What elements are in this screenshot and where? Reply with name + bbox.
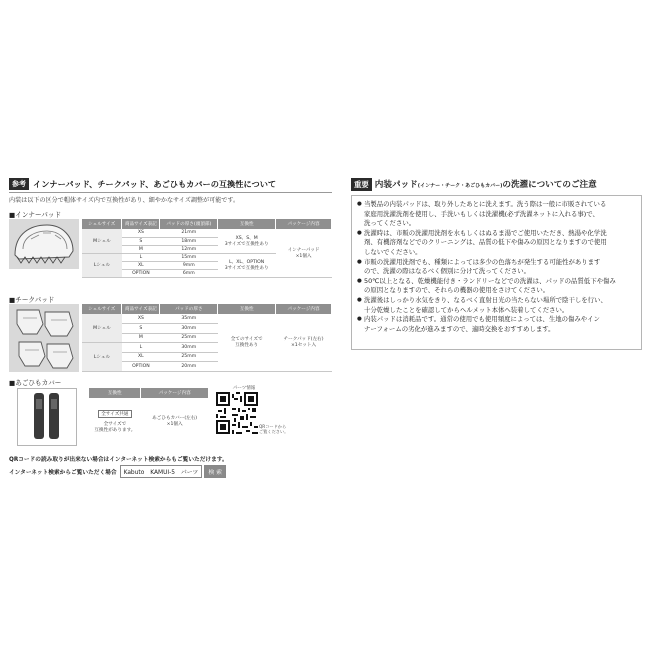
thickness-cell: 9mm xyxy=(160,261,218,269)
bullet-icon: ● xyxy=(357,277,362,284)
thickness-cell: 25mm xyxy=(160,333,218,343)
col-compat: 互換性 xyxy=(218,219,276,229)
shell-m: Mシェル xyxy=(82,314,122,343)
bullet-line: 市販の洗濯用洗剤でも、種類によっては多少の色落ちが発生する可能性があります xyxy=(364,257,601,266)
col-compat: 互換性 xyxy=(218,304,276,314)
col-package: パッケージ内容 xyxy=(276,219,332,229)
chin-cover-table xyxy=(89,388,209,444)
size-cell: S xyxy=(122,237,160,245)
package-line2: ×1個入 xyxy=(295,253,312,259)
inner-pad-image xyxy=(9,219,79,269)
package-cell xyxy=(276,314,332,371)
bullet-line: 洗濯時は、市販の洗濯用洗剤を水もしくはぬるま湯でご使用いただき、熱湯や化学洗 xyxy=(364,228,607,237)
thickness-cell: 15mm xyxy=(160,253,218,261)
compat-l-line1: L、XL、OPTION xyxy=(229,260,265,265)
chin-cover-heading: ■あごひもカバー xyxy=(9,379,62,387)
col-size-label: 商品サイズ表記 xyxy=(122,219,160,229)
bullet-line: 家庭用洗濯洗剤を使用し、手洗いもしくは洗濯機(必ず洗濯ネットに入れる事)で、 xyxy=(364,209,599,218)
bullet-icon: ● xyxy=(357,258,362,265)
search-button[interactable]: 検 索 xyxy=(204,465,226,478)
size-cell: OPTION xyxy=(122,269,160,277)
compat-m-line2: 3サイズで互換性あり xyxy=(224,241,269,247)
size-cell: L xyxy=(122,343,160,353)
chin-cover-image xyxy=(17,388,77,446)
chin-package-cell xyxy=(141,398,209,444)
compat-l-line2: 3サイズで互換性あり xyxy=(224,266,269,271)
col-shell-size: シェルサイズ xyxy=(82,304,122,314)
inner-pad-heading: ■インナーパッド xyxy=(9,211,62,219)
reference-tag: 参考 xyxy=(9,178,29,190)
intro-text: 内装は以下の区分で帽体サイズ内で互換性があり、細やかなサイズ調整が可能です。 xyxy=(9,197,240,204)
chin-compat-cell xyxy=(89,398,141,444)
package-line1: チークパッド(左右) xyxy=(283,337,324,343)
bullet-line: 剤、有機溶剤などでのクリーニングは、品質の低下や傷みの原因となりますので使用 xyxy=(364,238,607,247)
chin-compat-line1: 全サイズで xyxy=(103,421,127,427)
section-header xyxy=(9,178,332,193)
qr-caption-line2: ご覧ください。 xyxy=(259,429,289,434)
chin-compat-line2: 互換性があります。 xyxy=(94,427,136,433)
list-item xyxy=(357,315,636,334)
size-cell: M xyxy=(122,245,160,253)
size-cell: XS xyxy=(122,229,160,237)
bullet-line: ので、洗濯の際はなるべく個別に分けて洗ってください。 xyxy=(364,267,531,276)
col-shell-size: シェルサイズ xyxy=(82,219,122,229)
bullet-line: 洗濯後はしっかり水気をきり、なるべく直射日光の当たらない場所で陰干しを行い、 xyxy=(364,295,607,304)
col-package: パッケージ内容 xyxy=(141,388,209,398)
thickness-cell: 25mm xyxy=(160,352,218,362)
table-row xyxy=(82,314,332,324)
qr-caption-line1: QRコードから xyxy=(259,424,287,429)
list-item xyxy=(357,296,636,315)
qr-note: QRコードの読み取りが出来ない場合はインターネット検索からもご覧いただけます。 xyxy=(9,457,228,463)
compat-line2: 互換性あり xyxy=(235,343,259,349)
cheek-pad-heading: ■チークパッド xyxy=(9,296,55,304)
bullet-line: 当製品の内装パッドは、取り外したあとに洗えます。洗う際は一般に市販されている xyxy=(364,200,607,208)
package-line1: インナーパッド xyxy=(287,247,320,253)
chin-strap-cover-icon xyxy=(18,389,76,445)
package-line2: ×1セット入 xyxy=(290,343,317,349)
col-size-label: 商品サイズ表記 xyxy=(122,304,160,314)
thickness-cell: 35mm xyxy=(160,314,218,324)
search-row xyxy=(9,465,226,478)
compat-m xyxy=(218,229,276,253)
search-note: インターネット検索からご覧いただく場合 xyxy=(9,470,117,476)
compat-line1: 全てのサイズで xyxy=(230,337,263,343)
size-cell: S xyxy=(122,324,160,334)
chin-package-line1: あごひもカバー(左右) xyxy=(152,416,198,421)
notice-box xyxy=(351,195,642,350)
bullet-line: 50℃以上となる、乾燥機能付き・ランドリーなどでの洗濯は、パッドの品質低下や傷み xyxy=(364,276,616,285)
thickness-cell: 20mm xyxy=(160,362,218,372)
shell-l: Lシェル xyxy=(82,343,122,372)
notice-title-sub: (インナー・チーク・あごひもカバー) xyxy=(417,183,503,189)
size-cell: OPTION xyxy=(122,362,160,372)
search-query-input[interactable]: Kabuto KAMUI-5 パーツ xyxy=(120,465,203,478)
thickness-cell: 18mm xyxy=(160,237,218,245)
package-cell xyxy=(276,229,332,277)
cheek-pad-image xyxy=(9,304,79,372)
bullet-icon: ● xyxy=(357,296,362,303)
size-cell: XL xyxy=(122,261,160,269)
list-item xyxy=(357,200,636,229)
bullet-icon: ● xyxy=(357,201,362,207)
size-cell: M xyxy=(122,333,160,343)
thickness-cell: 21mm xyxy=(160,229,218,237)
inner-pad-table xyxy=(82,219,332,278)
thickness-cell: 12mm xyxy=(160,245,218,253)
washing-notice-section xyxy=(351,178,642,350)
list-item xyxy=(357,258,636,277)
parts-info-label: パーツ情報 xyxy=(232,386,256,391)
qr-code[interactable] xyxy=(216,392,258,434)
col-thickness: パッドの厚さ(頭頂部) xyxy=(160,219,218,229)
bullet-line: しないでください。 xyxy=(364,247,422,256)
size-cell: L xyxy=(122,253,160,261)
bullet-line: 内装パッドは消耗品です。通常の使用でも使用頻度によっては、生地の傷みやイン xyxy=(364,315,600,324)
bullet-line: の原因となりますので、それらの機器の使用をさけてください。 xyxy=(364,286,550,295)
notice-title-end: の洗濯についてのご注意 xyxy=(502,180,597,190)
size-cell: XL xyxy=(122,352,160,362)
compat-all xyxy=(218,314,276,371)
qr-code-icon xyxy=(216,392,258,434)
compat-l xyxy=(218,253,276,277)
bullet-line: 洗ってください。 xyxy=(364,219,416,228)
size-cell: XS xyxy=(122,314,160,324)
thickness-cell: 6mm xyxy=(160,269,218,277)
shell-m: Mシェル xyxy=(82,229,122,253)
cheek-pad-table xyxy=(82,304,332,372)
qr-caption xyxy=(259,424,288,434)
important-tag: 重要 xyxy=(351,178,372,191)
shell-l: Lシェル xyxy=(82,253,122,277)
compatibility-section xyxy=(9,178,332,486)
col-package: パッケージ内容 xyxy=(276,304,332,314)
chin-package-line2: ×1個入 xyxy=(166,422,183,427)
list-item xyxy=(357,229,636,258)
col-compat: 互換性 xyxy=(89,388,141,398)
cheek-pad-icon xyxy=(9,304,79,372)
thickness-cell: 30mm xyxy=(160,343,218,353)
notice-title-main: 内装パッド xyxy=(374,180,418,190)
bullet-line: ナーフォームの劣化が進みますので、適時交換をおすすめします。 xyxy=(364,324,555,333)
thickness-cell: 30mm xyxy=(160,324,218,334)
compat-m-line1: XS、S、M xyxy=(235,235,258,241)
helmet-inner-pad-icon xyxy=(9,219,79,269)
list-item xyxy=(357,277,636,296)
table-row xyxy=(82,229,332,237)
bullet-icon: ● xyxy=(357,316,362,323)
bullet-icon: ● xyxy=(357,229,362,236)
bullet-line: 十分乾燥したことを確認してからヘルメット本体へ装着してください。 xyxy=(364,305,569,314)
section-title: インナーパッド、チークパッド、あごひもカバーの互換性について xyxy=(33,178,277,189)
all-size-badge: 全サイズ共通 xyxy=(98,410,131,418)
notice-header xyxy=(351,178,597,191)
col-thickness: パッドの厚さ xyxy=(160,304,218,314)
